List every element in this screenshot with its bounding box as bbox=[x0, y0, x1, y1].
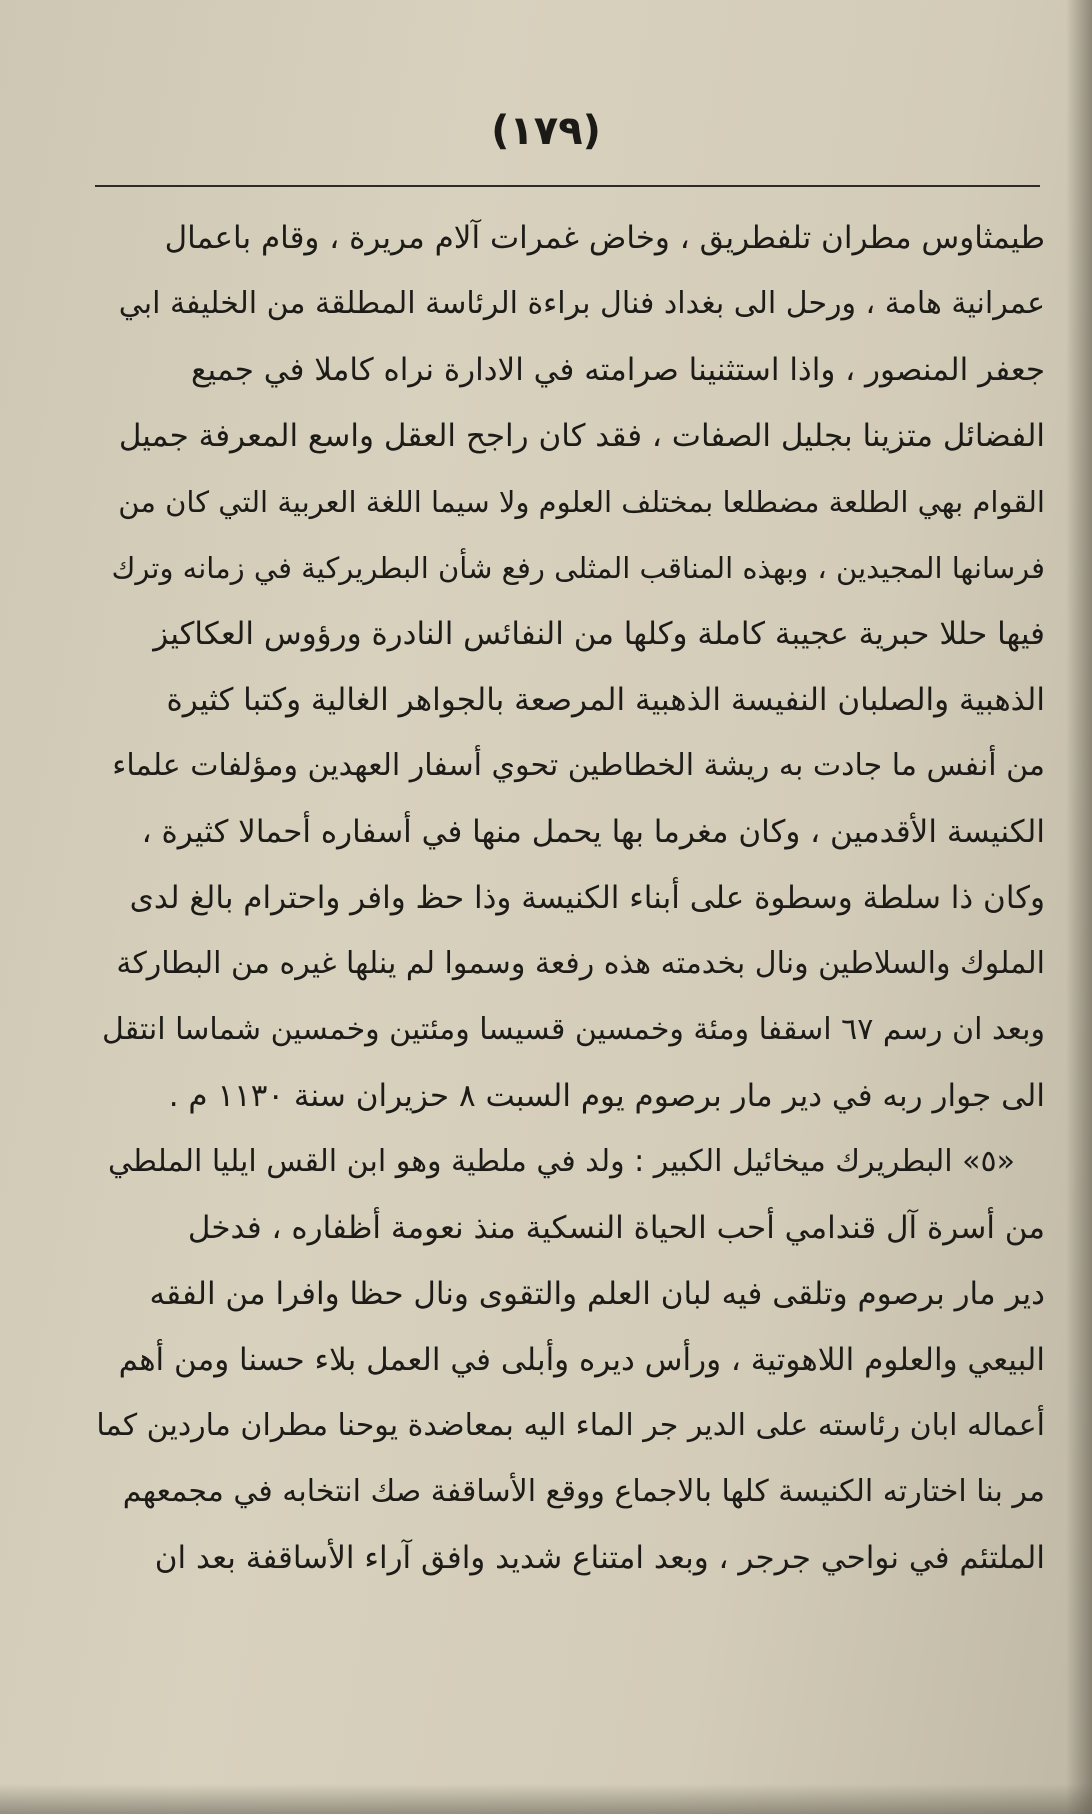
header-rule bbox=[95, 185, 1040, 187]
page-bottom-shadow bbox=[0, 1784, 1092, 1814]
text-line: فيها حللا حبرية عجيبة كاملة وكلها من النفائس النادرة ورؤوس العكاكيز bbox=[153, 616, 1045, 652]
text-line: مر بنا اختارته الكنيسة كلها بالاجماع ووقع الأساقفة صك انتخابه في مجمعهم bbox=[122, 1474, 1045, 1509]
text-line: دير مار برصوم وتلقى فيه لبان العلم والتقوى ونال حظا وافرا من الفقه bbox=[149, 1276, 1045, 1312]
text-line: الى جوار ربه في دير مار برصوم يوم السبت ٨ حزيران سنة ١١٣٠ م . bbox=[168, 1078, 1045, 1114]
text-line: أعماله ابان رئاسته على الدير جر الماء اليه بمعاضدة يوحنا مطران ماردين كما bbox=[96, 1408, 1045, 1443]
text-line: الملوك والسلاطين ونال بخدمته هذه رفعة وسموا لم ينلها غيره من البطاركة bbox=[116, 946, 1045, 981]
text-line: وبعد ان رسم ٦٧ اسقفا ومئة وخمسين قسيسا ومئتين وخمسين شماسا انتقل bbox=[101, 1012, 1045, 1047]
page-number: (١٧٩) bbox=[491, 108, 601, 154]
text-line: عمرانية هامة ، ورحل الى بغداد فنال براءة الرئاسة المطلقة من الخليفة ابي bbox=[118, 286, 1045, 321]
body-text bbox=[95, 205, 1045, 1591]
text-line: الفضائل متزينا بجليل الصفات ، فقد كان راجح العقل واسع المعرفة جميل bbox=[118, 418, 1045, 454]
text-line: البيعي والعلوم اللاهوتية ، ورأس ديره وأبلى في العمل بلاء حسنا ومن أهم bbox=[118, 1342, 1045, 1378]
text-line: الملتئم في نواحي جرجر ، وبعد امتناع شديد وافق آراء الأساقفة بعد ان bbox=[154, 1540, 1045, 1576]
text-line: من أسرة آل قندامي أحب الحياة النسكية منذ نعومة أظفاره ، فدخل bbox=[187, 1210, 1045, 1246]
text-line: جعفر المنصور ، واذا استثنينا صرامته في الادارة نراه كاملا في جميع bbox=[191, 352, 1045, 388]
section-heading-line: «٥» البطريرك ميخائيل الكبير : ولد في ملطية وهو ابن القس ايليا الملطي bbox=[107, 1144, 1015, 1179]
text-line: الكنيسة الأقدمين ، وكان مغرما بها يحمل منها في أسفاره أحمالا كثيرة ، bbox=[141, 814, 1045, 850]
page-edge-shadow bbox=[1066, 0, 1092, 1814]
text-line: من أنفس ما جادت به ريشة الخطاطين تحوي أسفار العهدين ومؤلفات علماء bbox=[112, 748, 1045, 783]
text-line: القوام بهي الطلعة مضطلعا بمختلف العلوم ولا سيما اللغة العربية التي كان من bbox=[118, 485, 1045, 519]
text-line: وكان ذا سلطة وسطوة على أبناء الكنيسة وذا حظ وافر واحترام بالغ لدى bbox=[129, 880, 1045, 916]
text-line: طيمثاوس مطران تلفطريق ، وخاض غمرات آلام مريرة ، وقام باعمال bbox=[164, 220, 1045, 256]
text-line: فرسانها المجيدين ، وبهذه المناقب المثلى رفع شأن البطريركية في زمانه وترك bbox=[111, 551, 1045, 585]
text-line: الذهبية والصلبان النفيسة الذهبية المرصعة بالجواهر الغالية وكتبا كثيرة bbox=[166, 682, 1045, 718]
